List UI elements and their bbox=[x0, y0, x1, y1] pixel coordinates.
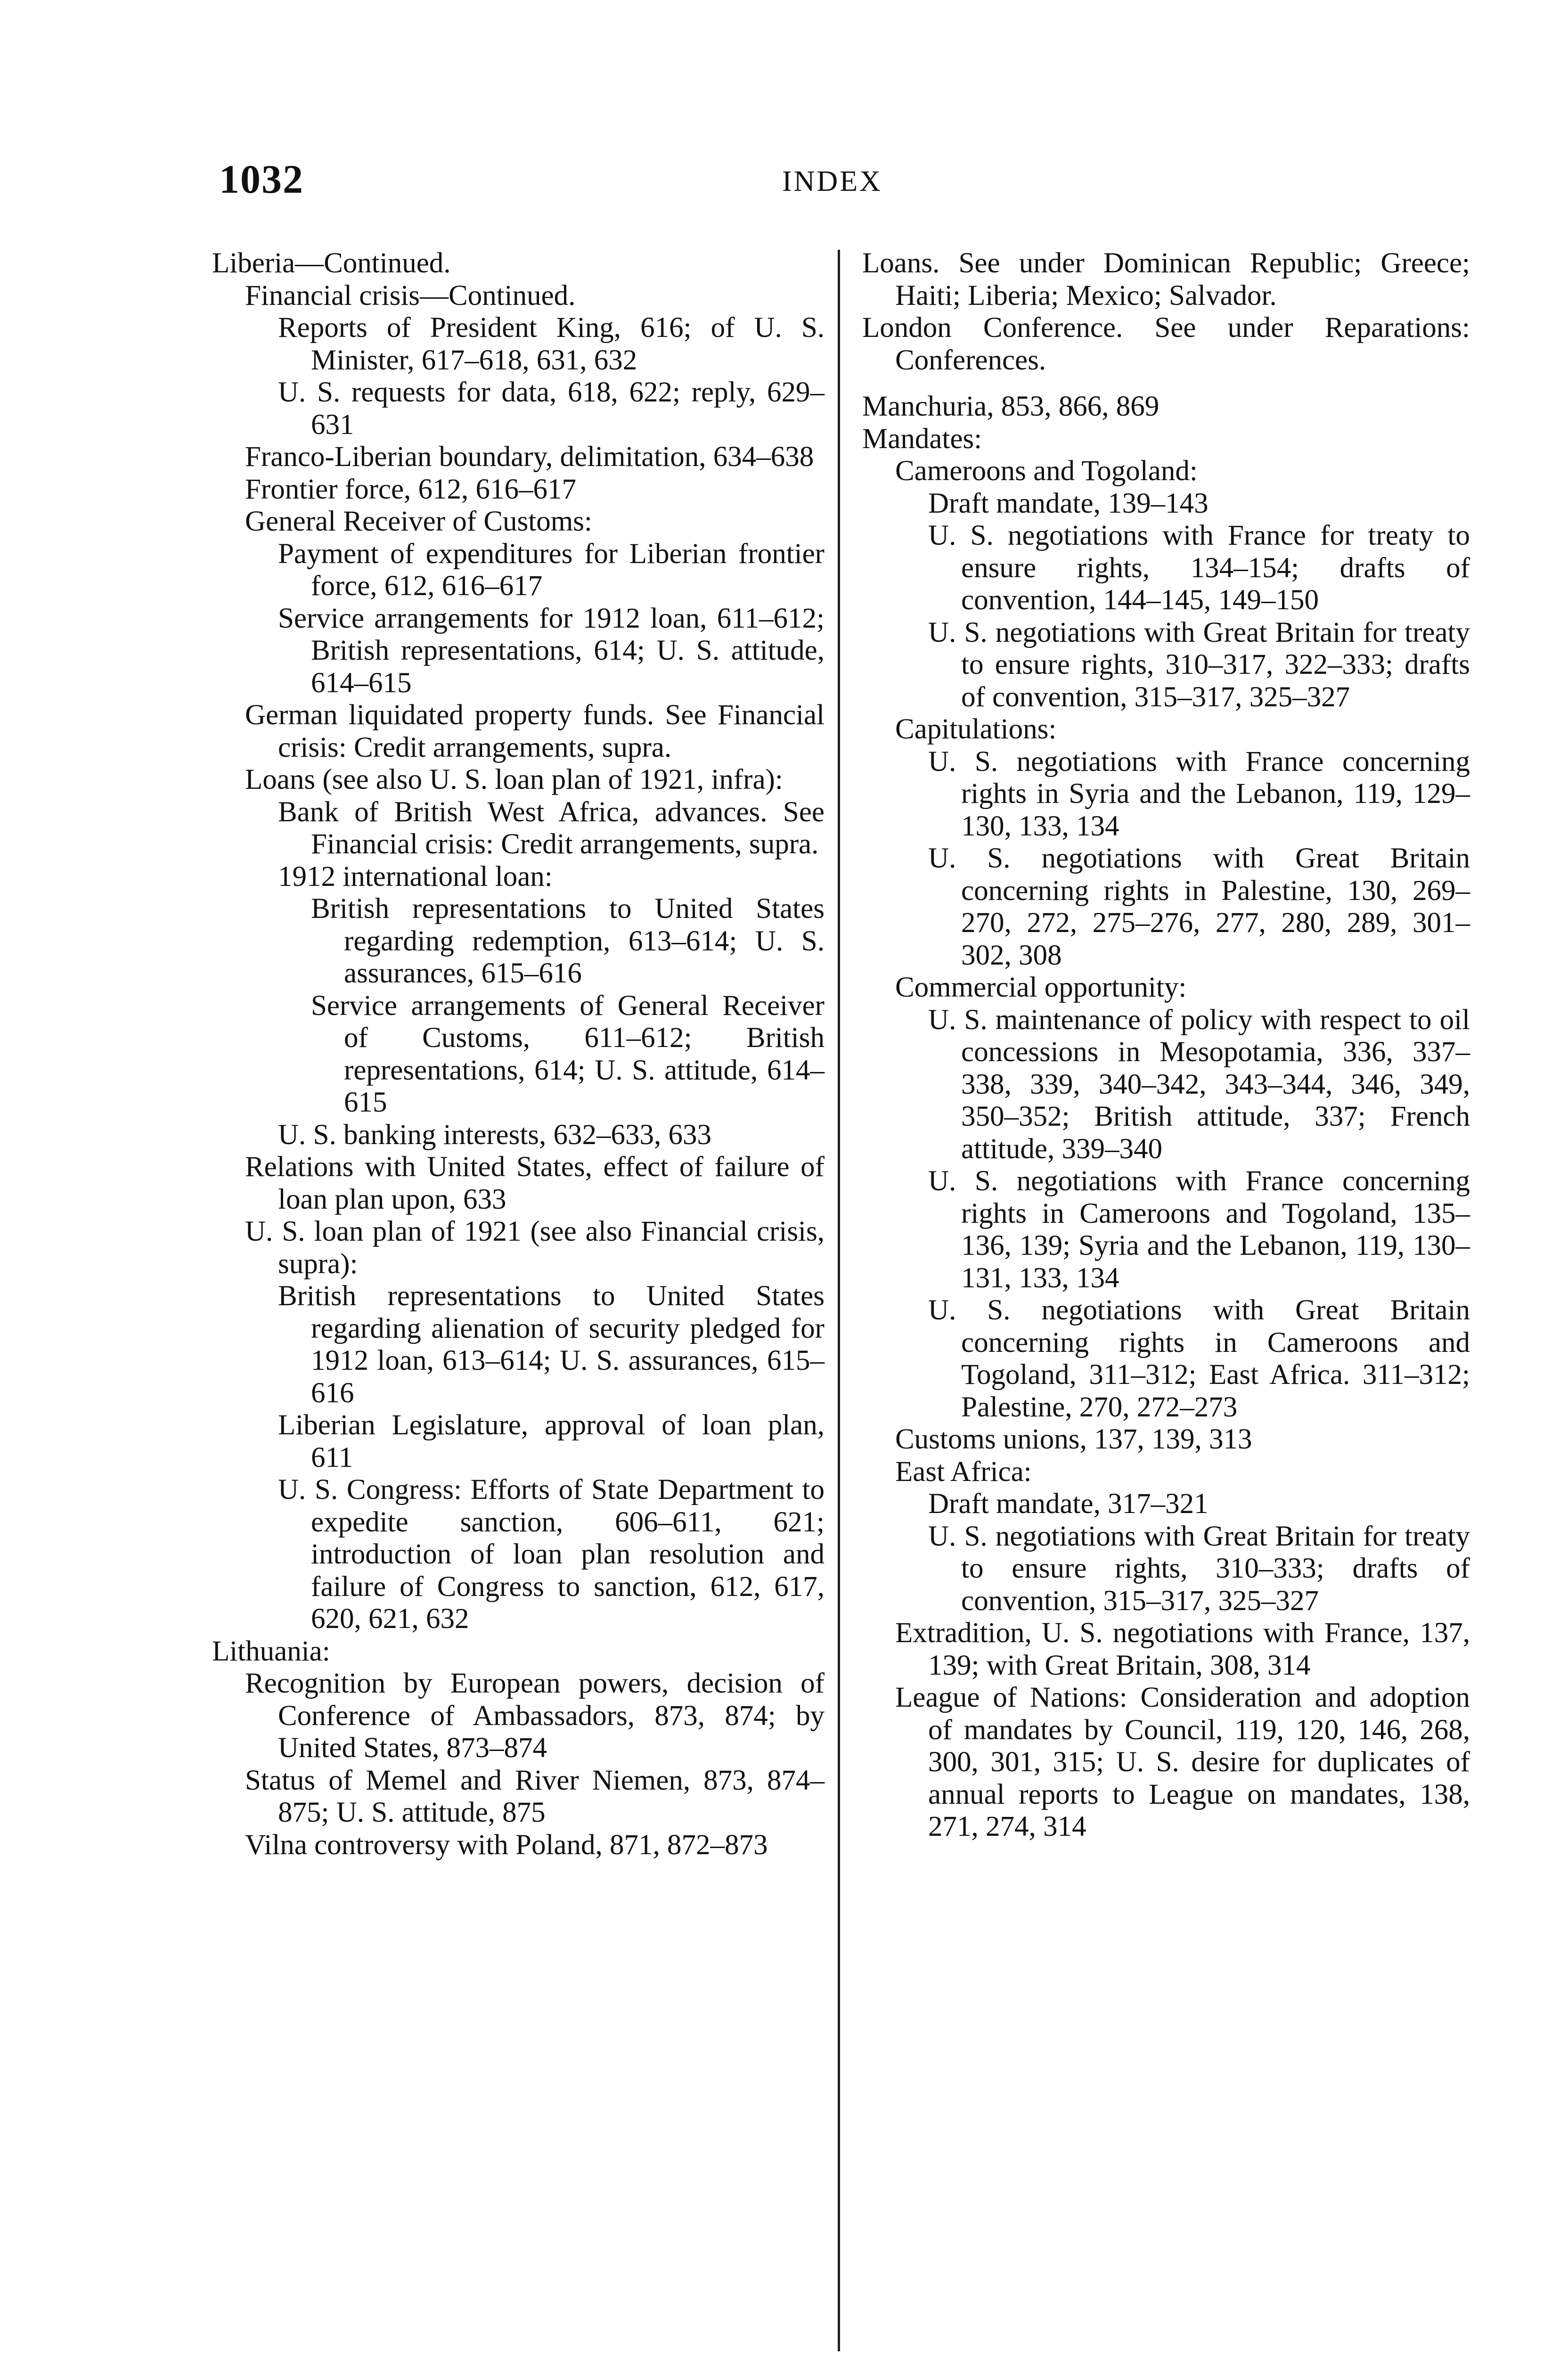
index-entry: British representations to United States regarding redemption, 613–614; U. S. assurances, 615–616 bbox=[311, 893, 825, 989]
index-entry: Customs unions, 137, 139, 313 bbox=[895, 1423, 1252, 1455]
index-entry: Service arrangements for 1912 loan, 611–612; British representations, 614; U. S. attitude, 614–615 bbox=[278, 602, 825, 699]
index-entry: Status of Memel and River Niemen, 873, 874–875; U. S. attitude, 875 bbox=[245, 1764, 825, 1828]
index-entry: Recognition by European powers, decision of Conference of Ambassadors, 873, 874; by United States, 873–874 bbox=[245, 1668, 825, 1764]
index-entry: Manchuria, 853, 866, 869 bbox=[862, 391, 1160, 422]
index-entry: U. S. banking interests, 632–633, 633 bbox=[278, 1119, 712, 1151]
index-entry: Cameroons and Togoland: bbox=[895, 455, 1198, 487]
index-entry: Franco-Liberian boundary, delimitation, 634–638 bbox=[245, 441, 814, 473]
index-entry: Payment of expenditures for Liberian frontier force, 612, 616–617 bbox=[278, 538, 825, 602]
index-entry: U. S. loan plan of 1921 (see also Financial crisis, supra): bbox=[245, 1216, 825, 1280]
index-entry: Lithuania: bbox=[212, 1635, 330, 1667]
index-entry: Frontier force, 612, 616–617 bbox=[245, 473, 577, 505]
index-entry: Vilna controversy with Poland, 871, 872–873 bbox=[245, 1829, 768, 1861]
index-entry: General Receiver of Customs: bbox=[245, 506, 592, 537]
index-entry: U. S. negotiations with Great Britain for treaty to ensure rights, 310–333; drafts of convention, 315–317, 325–327 bbox=[928, 1520, 1470, 1617]
index-entry: Draft mandate, 139–143 bbox=[928, 487, 1209, 519]
index-entry: Bank of British West Africa, advances. See Financial crisis: Credit arrangements, supra. bbox=[278, 796, 825, 860]
index-entry: Commercial opportunity: bbox=[895, 972, 1187, 1003]
page-header bbox=[0, 155, 1568, 212]
page-number: 1032 bbox=[219, 156, 304, 202]
index-entry: Mandates: bbox=[862, 423, 982, 455]
index-entry: League of Nations: Consideration and adoption of mandates by Council, 119, 120, 146, 268, 300, 301, 315; U. S. desire for duplicates of annual reports to League on mandates, 138, 271, 274, 314 bbox=[895, 1682, 1470, 1842]
index-entry: Capitulations: bbox=[895, 713, 1057, 745]
index-entry: British representations to United States regarding alienation of security pledged for 1912 loan, 613–614; U. S. assurances, 615–616 bbox=[278, 1280, 825, 1409]
index-entry: Relations with United States, effect of failure of loan plan upon, 633 bbox=[245, 1151, 825, 1215]
index-entry: U. S. Congress: Efforts of State Department to expedite sanction, 606–611, 621; introduction of loan plan resolution and failure of Congress to sanction, 612, 617, 620, 621, 632 bbox=[278, 1474, 825, 1635]
index-entry: U. S. maintenance of policy with respect to oil concessions in Mesopotamia, 336, 337–338, 339, 340–342, 343–344, 346, 349, 350–352; British attitude, 337; French attitude, 339–340 bbox=[928, 1004, 1470, 1165]
index-column-right bbox=[862, 247, 1470, 1843]
index-entry: Loans (see also U. S. loan plan of 1921, infra): bbox=[245, 764, 783, 795]
index-entry: U. S. negotiations with Great Britain for treaty to ensure rights, 310–317, 322–333; drafts of convention, 315–317, 325–327 bbox=[928, 616, 1470, 713]
index-entry: East Africa: bbox=[895, 1456, 1032, 1488]
index-entry: Loans. See under Dominican Republic; Greece; Haiti; Liberia; Mexico; Salvador. bbox=[862, 247, 1470, 311]
index-column-left bbox=[212, 247, 825, 1861]
index-entry: Financial crisis—Continued. bbox=[245, 279, 576, 311]
index-entry: U. S. negotiations with France concerning rights in Cameroons and Togoland, 135–136, 139; Syria and the Lebanon, 119, 130–131, 133, 134 bbox=[928, 1165, 1470, 1294]
index-entry: Liberia—Continued. bbox=[212, 247, 451, 279]
index-entry: U. S. negotiations with Great Britain concerning rights in Cameroons and Togoland, 311–312; East Africa. 311–312; Palestine, 270, 272–273 bbox=[928, 1294, 1470, 1423]
index-entry: London Conference. See under Reparations: Conferences. bbox=[862, 312, 1470, 376]
index-entry: Reports of President King, 616; of U. S. Minister, 617–618, 631, 632 bbox=[278, 312, 825, 376]
index-entry: German liquidated property funds. See Financial crisis: Credit arrangements, supra. bbox=[245, 699, 825, 763]
index-entry: Extradition, U. S. negotiations with France, 137, 139; with Great Britain, 308, 314 bbox=[895, 1617, 1470, 1681]
index-entry: Draft mandate, 317–321 bbox=[928, 1488, 1209, 1520]
index-entry: U. S. negotiations with Great Britain concerning rights in Palestine, 130, 269–270, 272, 275–276, 277, 280, 289, 301–302, 308 bbox=[928, 843, 1470, 971]
index-entry: Liberian Legislature, approval of loan plan, 611 bbox=[278, 1409, 825, 1473]
index-entry: Service arrangements of General Receiver of Customs, 611–612; British representations, 614; U. S. attitude, 614–615 bbox=[311, 990, 825, 1118]
column-divider bbox=[838, 250, 840, 2351]
index-entry: U. S. negotiations with France for treaty to ensure rights, 134–154; drafts of convention, 144–145, 149–150 bbox=[928, 520, 1470, 616]
index-entry: U. S. negotiations with France concerning rights in Syria and the Lebanon, 119, 129–130, 133, 134 bbox=[928, 745, 1470, 842]
index-entry: U. S. requests for data, 618, 622; reply, 629–631 bbox=[278, 376, 825, 441]
index-entry: 1912 international loan: bbox=[278, 860, 553, 892]
running-head: INDEX bbox=[782, 165, 882, 197]
